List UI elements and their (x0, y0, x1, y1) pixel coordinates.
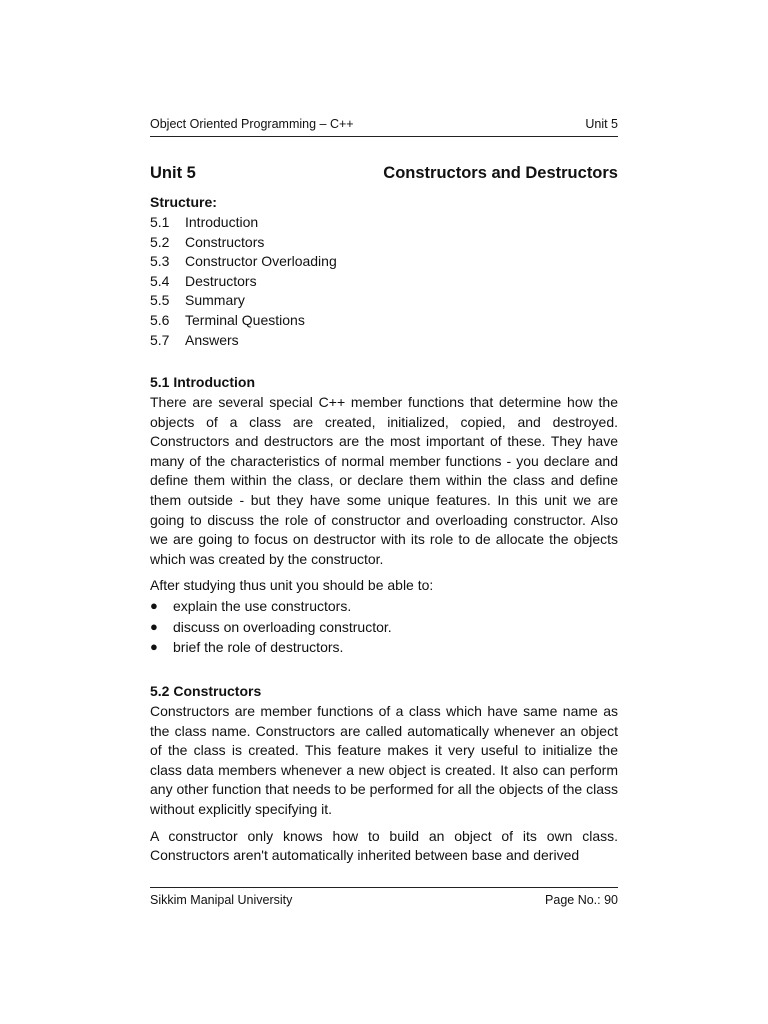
footer-institution: Sikkim Manipal University (150, 893, 293, 907)
objective-text: explain the use constructors. (173, 597, 352, 614)
toc-item-label: Destructors (185, 272, 257, 289)
header-unit-label: Unit 5 (585, 117, 618, 131)
intro-paragraph: There are several special C++ member functions that determine how the objects of a class are created, initialized, copied, and destroyed. Constructors and destructors are the most important of these. They have many of the characteristics of normal member functions - you declare and define them within the class, or declare them within the class and define them outside - but they have some unique features. In this unit we are going to discuss the role of constructor and overloading constructor. Also we are going to focus on destructor with its role to de allocate the objects which was created by the constructor. (150, 394, 618, 567)
constructors-paragraph: A constructor only knows how to build an object of its own class. Constructors aren't automatically inherited between base and derived (150, 827, 618, 864)
section-introduction (150, 373, 618, 658)
objectives-lead-in: After studying thus unit you should be able to: (150, 577, 434, 594)
bullet-icon: ● (150, 618, 158, 634)
running-header (150, 116, 618, 132)
structure-outline (150, 193, 618, 350)
objective-item (150, 596, 618, 617)
bullet-icon: ● (150, 639, 158, 655)
objectives-list (150, 596, 618, 658)
structure-heading: Structure: (150, 194, 217, 210)
toc-item-number: 5.5 (150, 292, 170, 309)
objective-item (150, 637, 618, 658)
header-rule (150, 136, 618, 137)
footer-page-number: Page No.: 90 (545, 893, 618, 907)
objective-text: discuss on overloading constructor. (173, 618, 392, 635)
objective-item (150, 617, 618, 638)
toc-item-number: 5.2 (150, 233, 170, 250)
unit-title: Constructors and Destructors (383, 164, 618, 182)
toc-item-label: Summary (185, 292, 245, 309)
section-constructors (150, 682, 618, 873)
unit-title-row (150, 162, 618, 184)
toc-item-label: Answers (185, 331, 239, 348)
toc-item (150, 233, 618, 253)
bullet-icon: ● (150, 597, 158, 613)
toc-item-label: Terminal Questions (185, 311, 305, 328)
toc-item (150, 291, 618, 311)
toc-item-number: 5.6 (150, 311, 170, 328)
toc-item (150, 311, 618, 331)
toc-item (150, 213, 618, 233)
toc-item (150, 252, 618, 272)
document-page (150, 0, 618, 1024)
footer-rule (150, 887, 618, 888)
toc-item-label: Constructor Overloading (185, 253, 337, 270)
toc-item-label: Introduction (185, 214, 259, 230)
section-heading: 5.1 Introduction (150, 374, 255, 390)
unit-number: Unit 5 (150, 164, 196, 182)
objective-text: brief the role of destructors. (173, 639, 344, 656)
toc-item-number: 5.3 (150, 253, 170, 270)
section-heading: 5.2 Constructors (150, 683, 262, 699)
toc-item-number: 5.1 (150, 214, 170, 230)
toc-item (150, 272, 618, 292)
toc-item-number: 5.4 (150, 272, 170, 289)
running-footer (150, 892, 618, 908)
header-course-title: Object Oriented Programming – C++ (150, 117, 354, 131)
toc-item-number: 5.7 (150, 331, 170, 348)
toc-item (150, 331, 618, 351)
constructors-paragraph: Constructors are member functions of a class which have same name as the class name. Constructors are called automatically whenever an object of the class is created. This feature makes it very useful to initialize the class data members whenever a new object is created. It also can perform any other function that needs to be performed for all the objects of the class without explicitly specifying it. (150, 703, 618, 817)
toc-item-label: Constructors (185, 233, 265, 250)
